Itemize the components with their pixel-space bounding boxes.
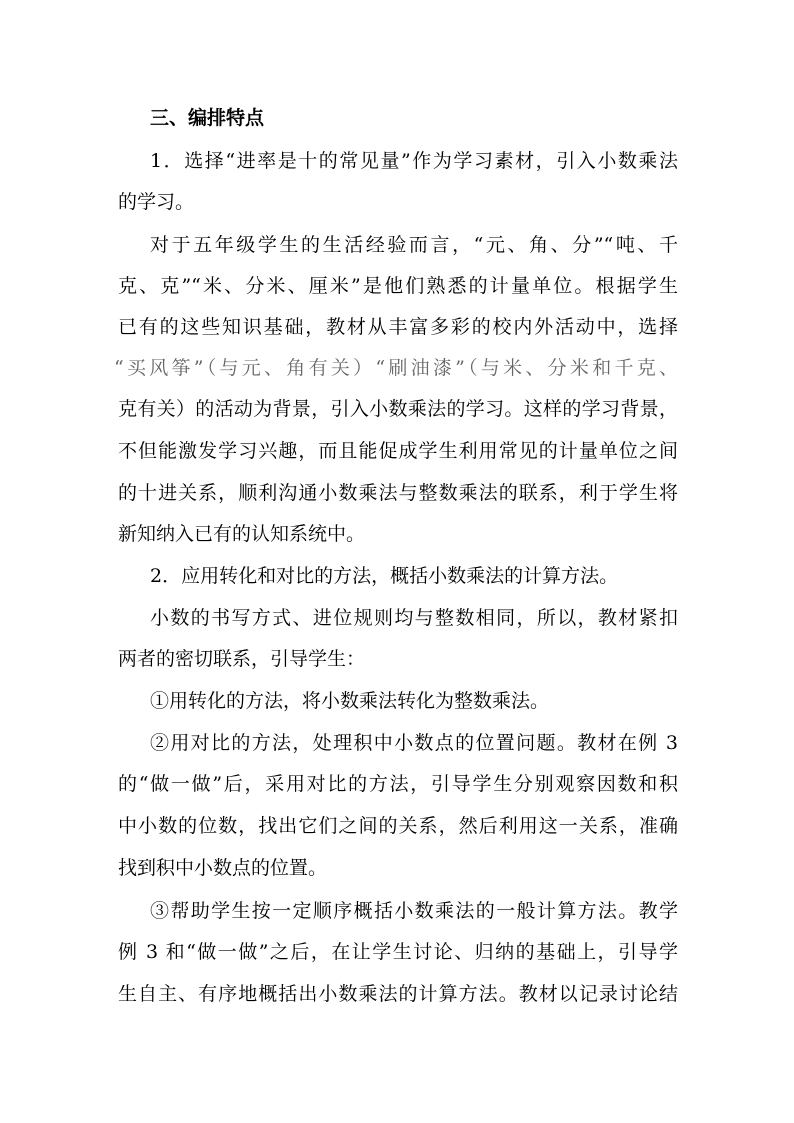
- paragraph-line-14: ①用转化的方法，将小数乘法转化为整数乘法。: [150, 690, 550, 712]
- paragraph-line-12: 小数的书写方式、进位规则均与整数相同，所以，教材紧扣: [150, 607, 678, 629]
- paragraph-line-4: 克、克”“米、分米、厘米”是他们熟悉的计量单位。根据学生: [118, 275, 678, 297]
- paragraph-line-7: 克有关）的活动为背景，引入小数乘法的学习。这样的学习背景，: [118, 398, 678, 420]
- section-heading: 三、编排特点: [150, 107, 265, 129]
- paragraph-line-6: “买风筝”（与元、角有关）“刷油漆”（与米、分米和千克、: [114, 357, 678, 379]
- paragraph-line-1: 1．选择“进率是十的常见量”作为学习素材，引入小数乘法: [150, 150, 678, 172]
- paragraph-line-2: 的学习。: [118, 191, 195, 213]
- paragraph-line-10: 新知纳入已有的认知系统中。: [118, 523, 366, 545]
- paragraph-line-18: 找到积中小数点的位置。: [118, 857, 328, 879]
- paragraph-line-11: 2．应用转化和对比的方法，概括小数乘法的计算方法。: [150, 565, 619, 587]
- paragraph-line-19: ③帮助学生按一定顺序概括小数乘法的一般计算方法。教学: [150, 900, 678, 922]
- paragraph-line-5: 已有的这些知识基础，教材从丰富多彩的校内外活动中，选择: [118, 316, 678, 338]
- paragraph-line-20: 例 3 和“做一做”之后，在让学生讨论、归纳的基础上，引导学: [118, 941, 678, 963]
- paragraph-line-21: 生自主、有序地概括出小数乘法的计算方法。教材以记录讨论结: [118, 983, 678, 1005]
- paragraph-line-17: 中小数的位数，找出它们之间的关系，然后利用这一关系，准确: [118, 815, 678, 837]
- paragraph-line-16: 的“做一做”后，采用对比的方法，引导学生分别观察因数和积: [118, 773, 678, 795]
- paragraph-line-9: 的十进关系，顺利沟通小数乘法与整数乘法的联系，利于学生将: [118, 482, 678, 504]
- paragraph-line-13: 两者的密切联系，引导学生：: [118, 648, 366, 670]
- paragraph-line-15: ②用对比的方法，处理积中小数点的位置问题。教材在例 3: [150, 732, 678, 754]
- paragraph-line-3: 对于五年级学生的生活经验而言，“元、角、分”“吨、千: [150, 234, 678, 256]
- paragraph-line-8: 不但能激发学习兴趣，而且能促成学生利用常见的计量单位之间: [118, 440, 678, 462]
